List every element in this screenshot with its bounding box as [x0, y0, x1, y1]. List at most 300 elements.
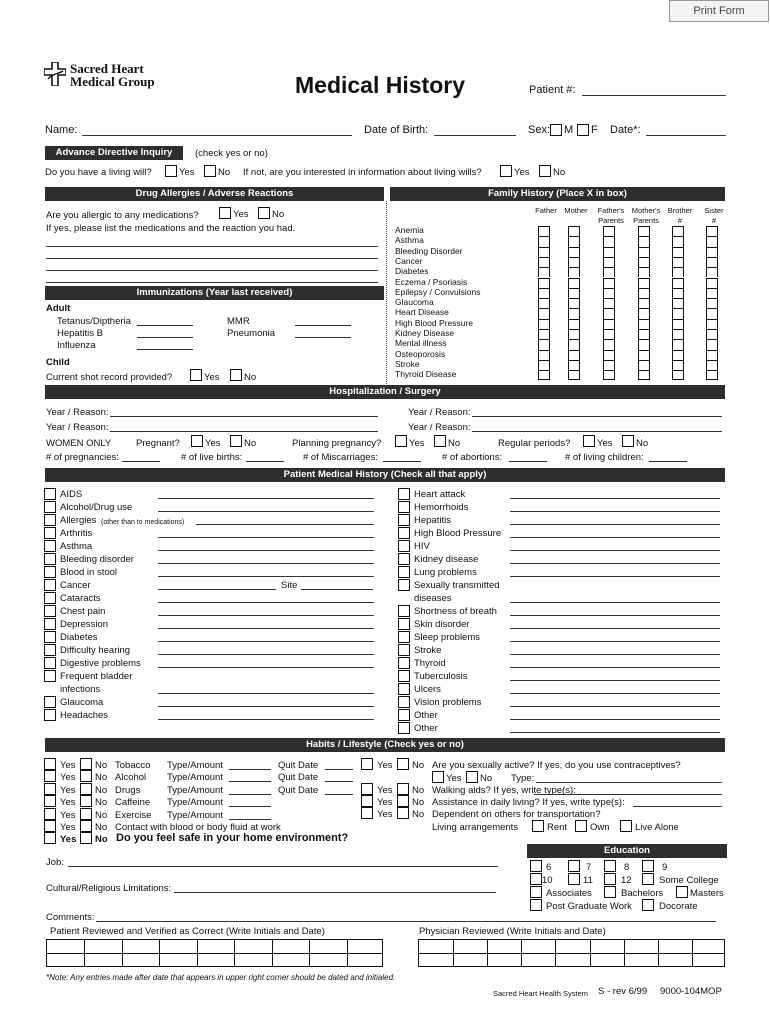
family-checkbox[interactable]: [638, 288, 650, 298]
pmh-left-field[interactable]: [158, 719, 374, 720]
pmh-right-checkbox[interactable]: [398, 527, 410, 539]
review-cell[interactable]: [453, 954, 487, 968]
family-checkbox[interactable]: [672, 267, 684, 277]
pmh-right-checkbox[interactable]: [398, 540, 410, 552]
allergy-line-1[interactable]: [46, 246, 378, 247]
pmh-left-field[interactable]: [158, 654, 374, 655]
pmh-right-field[interactable]: [510, 706, 720, 707]
family-checkbox[interactable]: [638, 298, 650, 308]
live-births-field[interactable]: [246, 461, 284, 462]
family-checkbox[interactable]: [603, 350, 615, 360]
review-cell[interactable]: [197, 940, 234, 954]
pmh-right-field[interactable]: [510, 576, 720, 577]
shot-record-no-checkbox[interactable]: [230, 369, 242, 381]
hosp-field-4[interactable]: [472, 431, 722, 432]
family-checkbox[interactable]: [638, 360, 650, 370]
pmh-right-checkbox[interactable]: [398, 683, 410, 695]
habit-yes-checkbox[interactable]: [44, 795, 56, 807]
family-checkbox[interactable]: [706, 247, 718, 257]
quit-date-field[interactable]: [325, 794, 353, 795]
pmh-right-field[interactable]: [510, 719, 720, 720]
pmh-left-checkbox[interactable]: [44, 670, 56, 682]
family-checkbox[interactable]: [568, 339, 580, 349]
edu-checkbox[interactable]: [604, 873, 616, 885]
review-cell[interactable]: [84, 954, 121, 968]
job-field[interactable]: [68, 866, 498, 867]
quit-date-field[interactable]: [325, 781, 353, 782]
family-checkbox[interactable]: [568, 226, 580, 236]
pmh-left-checkbox[interactable]: [44, 553, 56, 565]
assist-yes-checkbox[interactable]: [361, 795, 373, 807]
pmh-left-checkbox[interactable]: [44, 579, 56, 591]
family-checkbox[interactable]: [706, 319, 718, 329]
living-will-info-question: If not, are you interested in information about living wills?: [243, 167, 482, 178]
pmh-right-checkbox[interactable]: [398, 501, 410, 513]
sexual-no-checkbox[interactable]: [397, 758, 409, 770]
review-cell[interactable]: [309, 954, 346, 968]
review-cell[interactable]: [272, 940, 309, 954]
pmh-left-checkbox[interactable]: [44, 514, 56, 526]
family-checkbox[interactable]: [706, 360, 718, 370]
miscarriages-label: # of Miscarriages:: [303, 452, 378, 463]
family-checkbox[interactable]: [568, 267, 580, 277]
family-checkbox[interactable]: [603, 236, 615, 246]
pmh-left-checkbox[interactable]: [44, 488, 56, 500]
family-checkbox[interactable]: [538, 339, 550, 349]
family-checkbox[interactable]: [672, 319, 684, 329]
habit-yes-checkbox[interactable]: [44, 783, 56, 795]
pmh-left-field[interactable]: [158, 667, 374, 668]
allergy-yes-checkbox[interactable]: [219, 207, 231, 219]
habit-yes-checkbox[interactable]: [44, 758, 56, 770]
miscarriages-field[interactable]: [383, 461, 421, 462]
habit-no-checkbox[interactable]: [80, 820, 92, 832]
review-cell[interactable]: [624, 940, 658, 954]
pmh-left-checkbox[interactable]: [44, 540, 56, 552]
family-checkbox[interactable]: [603, 288, 615, 298]
contraceptive-type-field[interactable]: [536, 782, 722, 783]
family-checkbox[interactable]: [638, 226, 650, 236]
edu-checkbox[interactable]: [642, 860, 654, 872]
type-amount-field[interactable]: [229, 794, 271, 795]
family-checkbox[interactable]: [706, 257, 718, 267]
family-checkbox[interactable]: [568, 278, 580, 288]
tetanus-field[interactable]: [137, 325, 193, 326]
review-cell[interactable]: [347, 940, 384, 954]
pmh-left-field[interactable]: [158, 641, 374, 642]
safe-no-checkbox[interactable]: [80, 832, 92, 844]
pmh-right-field[interactable]: [510, 511, 720, 512]
family-checkbox[interactable]: [568, 329, 580, 339]
family-checkbox[interactable]: [672, 339, 684, 349]
pmh-right-field[interactable]: [510, 563, 720, 564]
hepb-field[interactable]: [137, 337, 193, 338]
type-amount-label: Type/Amount: [167, 784, 223, 796]
family-checkbox[interactable]: [603, 339, 615, 349]
family-checkbox[interactable]: [603, 257, 615, 267]
family-checkbox[interactable]: [538, 288, 550, 298]
review-cell[interactable]: [272, 954, 309, 968]
family-checkbox[interactable]: [603, 360, 615, 370]
family-checkbox[interactable]: [706, 226, 718, 236]
pmh-right-field[interactable]: [510, 680, 720, 681]
name-field[interactable]: [82, 135, 352, 136]
family-checkbox[interactable]: [568, 288, 580, 298]
pmh-left-checkbox[interactable]: [44, 618, 56, 630]
info-yes-checkbox[interactable]: [500, 165, 512, 177]
family-checkbox[interactable]: [568, 308, 580, 318]
family-checkbox[interactable]: [538, 350, 550, 360]
habit-no-checkbox[interactable]: [80, 795, 92, 807]
family-checkbox[interactable]: [706, 236, 718, 246]
family-checkbox[interactable]: [603, 247, 615, 257]
family-checkbox[interactable]: [638, 329, 650, 339]
review-cell[interactable]: [159, 954, 196, 968]
planning-no-checkbox[interactable]: [434, 435, 446, 447]
type-amount-field[interactable]: [229, 769, 271, 770]
type-amount-field[interactable]: [229, 806, 271, 807]
walking-no-checkbox[interactable]: [397, 783, 409, 795]
edu-checkbox[interactable]: [530, 860, 542, 872]
pmh-left-checkbox[interactable]: [44, 527, 56, 539]
doctorate-label: Docorate: [659, 901, 698, 912]
family-checkbox[interactable]: [538, 226, 550, 236]
review-cell[interactable]: [47, 940, 84, 954]
review-cell[interactable]: [122, 954, 159, 968]
family-checkbox[interactable]: [538, 278, 550, 288]
family-checkbox[interactable]: [706, 370, 718, 380]
review-cell[interactable]: [692, 940, 726, 954]
family-checkbox[interactable]: [672, 370, 684, 380]
pmh-right-checkbox[interactable]: [398, 644, 410, 656]
family-checkbox[interactable]: [603, 267, 615, 277]
pregnant-no-checkbox[interactable]: [230, 435, 242, 447]
date-field[interactable]: [646, 135, 726, 136]
pmh-left-item: Asthma: [60, 541, 93, 552]
family-checkbox[interactable]: [672, 247, 684, 257]
pmh-right-field[interactable]: [510, 732, 720, 733]
family-checkbox[interactable]: [706, 308, 718, 318]
bachelors-checkbox[interactable]: [604, 886, 616, 898]
family-checkbox[interactable]: [538, 329, 550, 339]
habit-yes-checkbox[interactable]: [44, 770, 56, 782]
regular-no-checkbox[interactable]: [622, 435, 634, 447]
family-checkbox[interactable]: [603, 226, 615, 236]
pmh-right-field[interactable]: [510, 641, 720, 642]
pmh-left-field[interactable]: [158, 576, 374, 577]
pmh-left-field[interactable]: [158, 498, 374, 499]
pmh-right-checkbox[interactable]: [398, 722, 410, 734]
edu-checkbox[interactable]: [530, 873, 542, 885]
review-cell[interactable]: [47, 954, 84, 968]
family-checkbox[interactable]: [672, 236, 684, 246]
contraceptive-yes-checkbox[interactable]: [432, 771, 444, 783]
pmh-right-field[interactable]: [510, 615, 720, 616]
family-checkbox[interactable]: [603, 319, 615, 329]
pmh-left-field[interactable]: [196, 524, 374, 525]
habit-caffeine-label: Caffeine: [115, 797, 151, 809]
pmh-right-checkbox[interactable]: [398, 631, 410, 643]
family-checkbox[interactable]: [538, 247, 550, 257]
family-checkbox[interactable]: [638, 257, 650, 267]
pmh-right-field[interactable]: [510, 602, 720, 603]
transport-yes-checkbox[interactable]: [361, 807, 373, 819]
info-no-checkbox[interactable]: [539, 165, 551, 177]
pmh-right-checkbox[interactable]: [398, 488, 410, 500]
pmh-left-item: Digestive problems: [60, 658, 141, 669]
hosp-field-2[interactable]: [472, 416, 722, 417]
family-checkbox[interactable]: [672, 350, 684, 360]
family-checkbox[interactable]: [672, 360, 684, 370]
live-alone-checkbox[interactable]: [620, 820, 632, 832]
postgrad-checkbox[interactable]: [530, 899, 542, 911]
review-cell[interactable]: [487, 940, 521, 954]
safe-yes-checkbox[interactable]: [44, 832, 56, 844]
living-will-yes-checkbox[interactable]: [165, 165, 177, 177]
review-cell[interactable]: [453, 940, 487, 954]
review-cell[interactable]: [159, 940, 196, 954]
family-checkbox[interactable]: [672, 226, 684, 236]
review-cell[interactable]: [309, 940, 346, 954]
masters-checkbox[interactable]: [676, 886, 688, 898]
review-cell[interactable]: [84, 940, 121, 954]
pregnant-yes-checkbox[interactable]: [191, 435, 203, 447]
pmh-left-field[interactable]: [158, 511, 374, 512]
review-cell[interactable]: [521, 954, 555, 968]
family-checkbox[interactable]: [672, 278, 684, 288]
family-checkbox[interactable]: [672, 257, 684, 267]
family-checkbox[interactable]: [568, 370, 580, 380]
pneumonia-field[interactable]: [295, 337, 351, 338]
pmh-left-field[interactable]: [158, 537, 374, 538]
pmh-right-field[interactable]: [510, 524, 720, 525]
family-checkbox[interactable]: [538, 360, 550, 370]
habit-yes-checkbox[interactable]: [44, 820, 56, 832]
contraceptive-no-checkbox[interactable]: [466, 771, 478, 783]
review-cell[interactable]: [347, 954, 384, 968]
pmh-left-item: Bleeding disorder: [60, 554, 134, 565]
associates-checkbox[interactable]: [530, 886, 542, 898]
family-checkbox[interactable]: [672, 298, 684, 308]
review-cell[interactable]: [555, 954, 589, 968]
family-checkbox[interactable]: [638, 370, 650, 380]
pmh-right-checkbox[interactable]: [398, 566, 410, 578]
sex-f-checkbox[interactable]: [577, 124, 589, 136]
pmh-right-checkbox[interactable]: [398, 657, 410, 669]
pmh-left-field[interactable]: [158, 693, 374, 694]
pmh-right-checkbox[interactable]: [398, 696, 410, 708]
assist-field[interactable]: [633, 806, 722, 807]
dob-field[interactable]: [434, 135, 516, 136]
edu-checkbox[interactable]: [568, 873, 580, 885]
family-checkbox[interactable]: [538, 236, 550, 246]
pmh-left-checkbox[interactable]: [44, 501, 56, 513]
family-checkbox[interactable]: [568, 360, 580, 370]
allergy-line-4[interactable]: [46, 282, 378, 283]
family-checkbox[interactable]: [538, 370, 550, 380]
sexual-yes-checkbox[interactable]: [361, 758, 373, 770]
regular-yes-checkbox[interactable]: [583, 435, 595, 447]
family-checkbox[interactable]: [538, 257, 550, 267]
family-checkbox[interactable]: [638, 308, 650, 318]
walking-yes-checkbox[interactable]: [361, 783, 373, 795]
family-checkbox[interactable]: [603, 308, 615, 318]
pmh-right-checkbox[interactable]: [398, 553, 410, 565]
living-will-no-checkbox[interactable]: [204, 165, 216, 177]
family-checkbox[interactable]: [706, 298, 718, 308]
quit-date-field[interactable]: [325, 769, 353, 770]
family-checkbox[interactable]: [706, 278, 718, 288]
habit-no-checkbox[interactable]: [80, 783, 92, 795]
habit-no-checkbox[interactable]: [80, 770, 92, 782]
pregnancies-field[interactable]: [122, 461, 160, 462]
comments-field[interactable]: [96, 921, 716, 922]
family-checkbox[interactable]: [568, 236, 580, 246]
pmh-right-field[interactable]: [510, 667, 720, 668]
family-checkbox[interactable]: [706, 339, 718, 349]
family-checkbox[interactable]: [706, 267, 718, 277]
edu-checkbox[interactable]: [604, 860, 616, 872]
family-checkbox[interactable]: [603, 278, 615, 288]
pmh-left-checkbox[interactable]: [44, 592, 56, 604]
patient-number-field[interactable]: [582, 95, 726, 96]
pmh-left-field[interactable]: [158, 628, 374, 629]
type-amount-field[interactable]: [229, 781, 271, 782]
abortions-field[interactable]: [509, 461, 547, 462]
family-checkbox[interactable]: [603, 298, 615, 308]
family-checkbox[interactable]: [638, 247, 650, 257]
pmh-right-field[interactable]: [510, 628, 720, 629]
type-amount-field[interactable]: [229, 819, 271, 820]
sex-f-label: F: [591, 124, 598, 136]
rent-checkbox[interactable]: [532, 820, 544, 832]
influenza-field[interactable]: [137, 349, 193, 350]
pmh-right-checkbox[interactable]: [398, 579, 410, 591]
review-cell[interactable]: [624, 954, 658, 968]
pmh-right-checkbox[interactable]: [398, 709, 410, 721]
review-cell[interactable]: [197, 954, 234, 968]
pmh-right-checkbox[interactable]: [398, 670, 410, 682]
review-cell[interactable]: [590, 954, 624, 968]
review-cell[interactable]: [555, 940, 589, 954]
family-checkbox[interactable]: [538, 298, 550, 308]
pmh-left-checkbox[interactable]: [44, 605, 56, 617]
family-checkbox[interactable]: [603, 329, 615, 339]
hosp-field-1[interactable]: [110, 416, 378, 417]
own-checkbox[interactable]: [575, 820, 587, 832]
family-checkbox[interactable]: [568, 298, 580, 308]
pmh-left-field[interactable]: [158, 602, 374, 603]
family-checkbox[interactable]: [568, 319, 580, 329]
review-cell[interactable]: [234, 954, 271, 968]
shot-record-yes-checkbox[interactable]: [190, 369, 202, 381]
family-checkbox[interactable]: [568, 247, 580, 257]
review-cell[interactable]: [122, 940, 159, 954]
pmh-right-checkbox[interactable]: [398, 514, 410, 526]
mmr-field[interactable]: [295, 325, 351, 326]
pmh-left-field[interactable]: [158, 563, 374, 564]
pmh-left-field[interactable]: [158, 589, 276, 590]
cultural-field[interactable]: [174, 892, 496, 893]
pmh-right-field[interactable]: [510, 498, 720, 499]
edu-checkbox[interactable]: [642, 873, 654, 885]
hosp-field-3[interactable]: [110, 431, 378, 432]
sex-m-checkbox[interactable]: [550, 124, 562, 136]
pmh-left-checkbox[interactable]: [44, 696, 56, 708]
print-form-button[interactable]: Print Form: [669, 0, 769, 22]
planning-yes-checkbox[interactable]: [395, 435, 407, 447]
pmh-left-field[interactable]: [158, 706, 374, 707]
family-checkbox[interactable]: [638, 339, 650, 349]
pmh-left-checkbox[interactable]: [44, 644, 56, 656]
family-checkbox[interactable]: [706, 288, 718, 298]
pmh-right-checkbox[interactable]: [398, 605, 410, 617]
living-children-field[interactable]: [649, 461, 687, 462]
site-field[interactable]: [301, 589, 373, 590]
family-checkbox[interactable]: [603, 370, 615, 380]
review-cell[interactable]: [521, 940, 555, 954]
family-checkbox[interactable]: [638, 278, 650, 288]
review-cell[interactable]: [658, 940, 692, 954]
family-checkbox[interactable]: [706, 329, 718, 339]
family-checkbox[interactable]: [706, 350, 718, 360]
pmh-left-field[interactable]: [158, 550, 374, 551]
habit-yes-checkbox[interactable]: [44, 808, 56, 820]
pmh-left-checkbox[interactable]: [44, 657, 56, 669]
family-checkbox[interactable]: [638, 319, 650, 329]
review-cell[interactable]: [419, 940, 453, 954]
family-checkbox[interactable]: [538, 308, 550, 318]
transport-no-checkbox[interactable]: [397, 807, 409, 819]
habit-no-checkbox[interactable]: [80, 758, 92, 770]
family-checkbox[interactable]: [538, 319, 550, 329]
family-checkbox[interactable]: [638, 267, 650, 277]
pmh-right-field[interactable]: [510, 693, 720, 694]
review-cell[interactable]: [590, 940, 624, 954]
doctorate-checkbox[interactable]: [642, 899, 654, 911]
pmh-left-checkbox[interactable]: [44, 709, 56, 721]
review-cell[interactable]: [419, 954, 453, 968]
review-cell[interactable]: [234, 940, 271, 954]
pmh-left-checkbox[interactable]: [44, 566, 56, 578]
family-checkbox[interactable]: [638, 350, 650, 360]
review-cell[interactable]: [658, 954, 692, 968]
review-cell[interactable]: [487, 954, 521, 968]
edu-checkbox[interactable]: [568, 860, 580, 872]
pmh-right-field[interactable]: [510, 654, 720, 655]
family-checkbox[interactable]: [672, 308, 684, 318]
family-checkbox[interactable]: [672, 288, 684, 298]
assist-no-checkbox[interactable]: [397, 795, 409, 807]
allergy-line-3[interactable]: [46, 270, 378, 271]
allergy-no-checkbox[interactable]: [258, 207, 270, 219]
review-cell[interactable]: [692, 954, 726, 968]
allergy-line-2[interactable]: [46, 258, 378, 259]
family-checkbox[interactable]: [568, 350, 580, 360]
walking-field[interactable]: [534, 794, 722, 795]
pmh-right-field[interactable]: [510, 550, 720, 551]
family-checkbox[interactable]: [538, 267, 550, 277]
family-checkbox[interactable]: [568, 257, 580, 267]
family-checkbox[interactable]: [638, 236, 650, 246]
habit-no-checkbox[interactable]: [80, 808, 92, 820]
pmh-left-checkbox[interactable]: [44, 631, 56, 643]
family-checkbox[interactable]: [672, 329, 684, 339]
pmh-right-field[interactable]: [510, 537, 720, 538]
pmh-right-checkbox[interactable]: [398, 618, 410, 630]
pmh-left-item: Difficulty hearing: [60, 645, 131, 656]
pmh-left-field[interactable]: [158, 615, 374, 616]
